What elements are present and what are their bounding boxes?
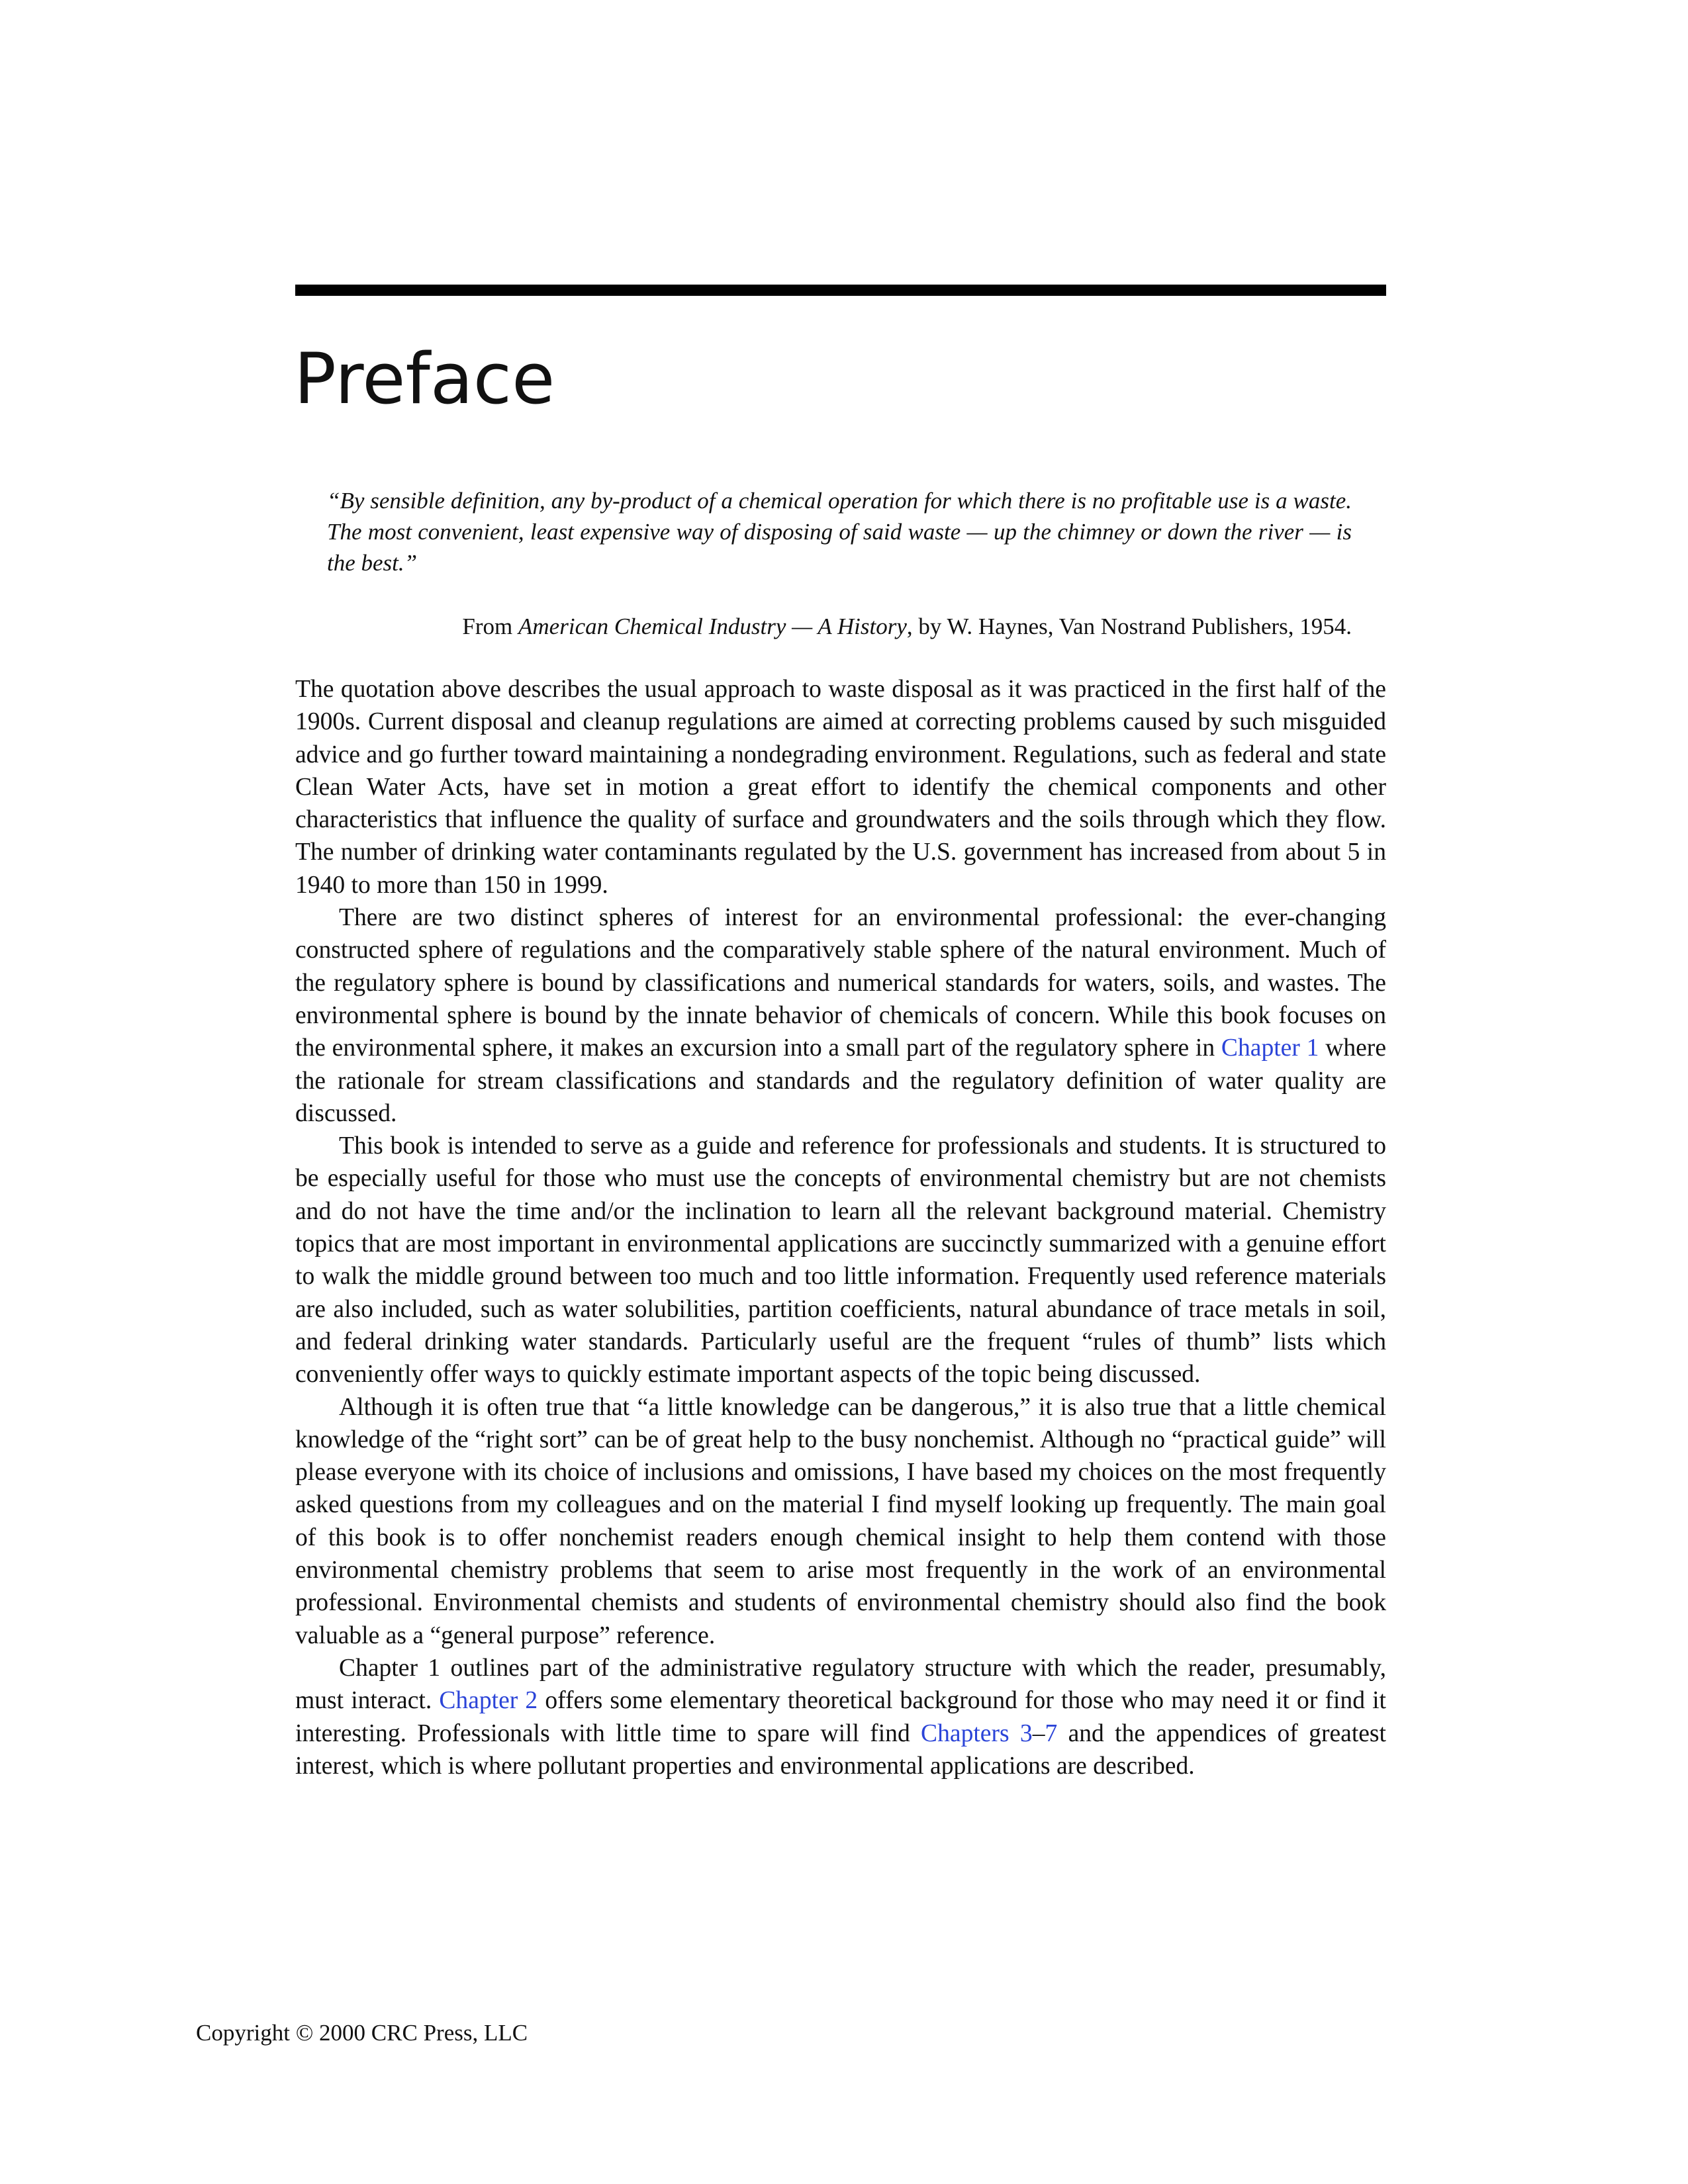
top-rule [295, 285, 1386, 296]
chapter-1-link[interactable]: Chapter 1 [1221, 1034, 1319, 1062]
copyright-footer: Copyright © 2000 CRC Press, LLC [196, 2020, 528, 2046]
paragraph-4: Although it is often true that “a little knowledge can be dangerous,” it is also true that a little chemical knowledge of the “right sort” can be of great help to the busy nonchemist. Although no “practical guide” will please everyone with its choice of inclusions and omissions, I have based my choices on the most frequently asked questions from my colleagues and on the material I find myself looking up frequently. The main goal of this book is to offer nonchemist readers enough chemical insight to help them contend with those environmental chemistry problems that seem to arise most frequently in the work of an environmental professional. Environmental chemists and students of environmental chemistry should also find the book valuable as a “general purpose” reference. [295, 1393, 1386, 1649]
source-book-title: American Chemical Industry — A History [518, 614, 907, 639]
paragraph-5-text-b: offers some elementary theoretical background for those who may need it or find it interesting. Professionals with little time to spare will find [295, 1687, 1386, 1747]
preface-body [295, 673, 1386, 1782]
source-suffix: , by W. Haynes, Van Nostrand Publishers, 1954. [906, 614, 1352, 639]
source-prefix: From [462, 614, 519, 639]
paragraph-2-text-a: There are two distinct spheres of interest for an environmental professional: the ever-changing constructed sphere of regulations and the comparatively stable sphere of the natural environment. Much of the regulatory sphere is bound by classifications and numerical standards for waters, soils, and wastes. The environmental sphere is bound by the innate behavior of chemicals of concern. While this book focuses on the environmental sphere, it makes an excursion into a small part of the regulatory sphere in [295, 904, 1386, 1062]
page-title: Preface [294, 338, 555, 420]
epigraph-source [327, 611, 1352, 642]
epigraph-quote: “By sensible definition, any by-product of a chemical operation for which there is no profitable use is a waste. The most convenient, least expensive way of disposing of said waste — up the chimney or down the river — is the best.” [327, 488, 1352, 576]
paragraph-1: The quotation above describes the usual approach to waste disposal as it was practiced in the first half of the 1900s. Current disposal and cleanup regulations are aimed at correcting problems caused by such misguided advice and go further toward maintaining a nondegrading environment. Regulations, such as federal and state Clean Water Acts, have set in motion a great effort to identify the chemical components and other characteristics that influence the quality of surface and groundwaters and the soils through which they flow. The number of drinking water contaminants regulated by the U.S. government has increased from about 5 in 1940 to more than 150 in 1999. [295, 676, 1386, 899]
chapter-2-link[interactable]: Chapter 2 [439, 1687, 538, 1715]
chapter-range-dash: – [1032, 1719, 1045, 1747]
paragraph-3: This book is intended to serve as a guide and reference for professionals and students. It is structured to be especially useful for those who must use the concepts of environmental chemistry but are not chemists and do not have the time and/or the inclination to learn all the relevant background material. Chemistry topics that are most important in environmental applications are succinctly summarized with a genuine effort to walk the middle ground between too much and too little information. Frequently used reference materials are also included, such as water solubilities, partition coefficients, natural abundance of trace metals in soil, and federal drinking water standards. Particularly useful are the frequent “rules of thumb” lists which conveniently offer ways to quickly estimate important aspects of the topic being discussed. [295, 1132, 1386, 1388]
paragraph-5-text-a: Chapter 1 outlines part of the administrative regulatory structure with which the reader, presumably, must interact. [295, 1654, 1386, 1715]
paragraph-5 [295, 1652, 1386, 1782]
paragraph-2-text-b: where the rationale for stream classifications and standards and the regulatory definition of water quality are discussed. [295, 1034, 1386, 1127]
paragraph-2 [295, 901, 1386, 1130]
chapters-3-link[interactable]: Chapters 3 [921, 1719, 1033, 1747]
paragraph-5-text-c: and the appendices of greatest interest, which is where pollutant properties and environmental applications are described. [295, 1719, 1386, 1780]
chapter-7-link[interactable]: 7 [1045, 1719, 1058, 1747]
